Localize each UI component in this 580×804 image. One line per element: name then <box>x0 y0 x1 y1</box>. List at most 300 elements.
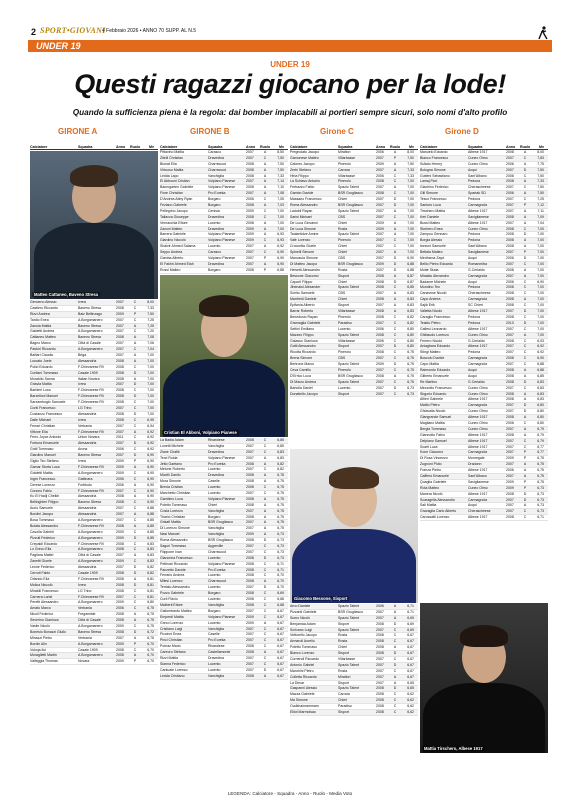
player-photo-b <box>160 275 288 437</box>
player-average: 6,73 <box>277 549 284 554</box>
player-name: Medhsma Zayd <box>420 256 445 261</box>
player-name: Mazzeo Filippo <box>290 332 314 337</box>
table-row <box>160 674 288 680</box>
player-name: D'Andrea Abby Ryan <box>160 197 193 202</box>
player-year: 2008 <box>246 479 254 484</box>
player-name: Valletta Nicolò <box>420 309 443 314</box>
player-year: 2007 <box>506 450 514 455</box>
player-average: 7,00 <box>537 285 544 290</box>
player-name: Grisafi Mattia <box>160 520 181 525</box>
player-team: Ivrea <box>78 382 86 387</box>
player-team: Pro Eureka <box>208 461 226 466</box>
table-girone-a <box>30 141 158 150</box>
player-role: A <box>393 680 397 685</box>
player-name: Donatiello Jacopo <box>290 391 318 396</box>
player-name: Fiore Christian <box>160 191 183 196</box>
player-year: 2007 <box>246 155 254 160</box>
player-team: Albese 1917 <box>468 491 488 496</box>
player-team: Pinerolo <box>338 350 351 355</box>
player-average: 6,92 <box>147 429 154 434</box>
player-role: A <box>523 161 527 166</box>
player-average: 6,73 <box>407 391 414 396</box>
player-average: 6,72 <box>147 629 154 634</box>
player-team: Sisport <box>338 344 349 349</box>
player-name: Gotti Alessandro <box>290 344 316 349</box>
player-year: 2008 <box>246 561 254 566</box>
player-average: 6,65 <box>407 680 414 685</box>
player-role: A <box>263 167 267 172</box>
player-team: Pinerolo <box>338 238 351 243</box>
player-team: CBS <box>338 356 346 361</box>
player-year: 2008 <box>506 391 514 396</box>
player-year: 2009 <box>116 559 124 564</box>
player-role: D <box>523 379 527 384</box>
player-average: 6,73 <box>277 544 284 549</box>
player-year: 2009 <box>116 600 124 605</box>
player-average: 7,25 <box>147 323 154 328</box>
player-name: Tardio Enea <box>30 317 49 322</box>
player-year: 2007 <box>116 553 124 558</box>
player-year: 2008 <box>246 161 254 166</box>
player-average: 6,73 <box>537 509 544 514</box>
player-year: 2007 <box>246 191 254 196</box>
player-year: 2008 <box>116 411 124 416</box>
player-average: 7,00 <box>147 370 154 375</box>
player-role: A <box>133 576 137 581</box>
player-name: Valleggia Thomas <box>30 659 58 664</box>
player-role: C <box>133 364 137 369</box>
player-year: 2008 <box>246 173 254 178</box>
player-year: 2008 <box>246 203 254 208</box>
player-role: C <box>263 638 267 643</box>
player-role: C <box>523 509 527 514</box>
player-average: 6,67 <box>277 620 284 625</box>
player-team: Città di Casale <box>78 341 101 346</box>
player-team: BSR Grugliasco <box>338 373 363 378</box>
player-team: SC Chieri <box>468 303 483 308</box>
player-average: 6,67 <box>277 626 284 631</box>
player-year: 2009 <box>116 535 124 540</box>
player-year: 2007 <box>116 488 124 493</box>
player-name: Ladubli Rayan <box>290 208 313 213</box>
player-year: 2007 <box>376 379 384 384</box>
player-role: A <box>523 391 527 396</box>
player-year: 2007 <box>506 444 514 449</box>
player-name: Malberti Ettore <box>160 602 183 607</box>
player-year: 2007 <box>116 329 124 334</box>
player-team: Verbania <box>78 423 92 428</box>
player-name: Stingi Matteo <box>420 350 441 355</box>
player-average: 7,00 <box>407 238 414 243</box>
player-year: 2008 <box>506 150 514 154</box>
player-name: La Dimar <box>290 680 305 685</box>
player-role: A <box>263 650 267 655</box>
player-year: 2008 <box>246 267 254 272</box>
player-average: 7,00 <box>537 226 544 231</box>
player-year: 2006 <box>506 173 514 178</box>
player-name: Feziano Gabriele <box>160 203 187 208</box>
player-average: 6,88 <box>277 267 284 272</box>
player-team: Cuneo Olmo <box>468 155 488 160</box>
player-year: 2007 <box>376 214 384 219</box>
player-year: 2007 <box>376 680 384 685</box>
player-role: A <box>263 520 267 525</box>
player-team: Sisport <box>338 273 349 278</box>
player-average: 8,50 <box>277 150 284 154</box>
player-name: Di Rosa Vincenzo <box>420 456 448 461</box>
player-team: Chieri <box>338 279 348 284</box>
player-team: Pinerolo <box>338 179 351 184</box>
player-average: 7,00 <box>537 309 544 314</box>
player-team: Albese 1917 <box>468 220 488 225</box>
player-team: Charnwood <box>208 161 226 166</box>
player-name: Bellinghieri Filippo <box>30 500 59 505</box>
player-year: 2006 <box>506 279 514 284</box>
player-team: Cenisia <box>208 208 220 213</box>
player-team: Casale 1909 <box>78 370 98 375</box>
player-name: Pagliara Mattei <box>30 553 54 558</box>
group-title-a: GIRONE A <box>58 127 98 136</box>
player-year: 2009 <box>246 208 254 213</box>
player-average: 7,00 <box>147 382 154 387</box>
player-year: 2007 <box>116 517 124 522</box>
player-name: Dalle Michael <box>30 417 52 422</box>
player-name: Caloreo Jacopo <box>290 161 315 166</box>
photo-caption: Giacomo Bessone, Sisport <box>294 596 348 601</box>
player-name: Taliacca Giuseppe <box>160 214 189 219</box>
player-year: 2007 <box>376 185 384 190</box>
player-name: Caraglio Francesco <box>420 314 451 319</box>
player-role: C <box>133 488 137 493</box>
header-role: Ruolo <box>520 145 531 149</box>
player-name: Pizzanti Gabriele <box>290 609 317 614</box>
player-name: Gallesi Leonardo <box>420 326 447 331</box>
table-row <box>30 659 158 665</box>
player-role: C <box>523 279 527 284</box>
player-team: Villarbasse <box>338 155 356 160</box>
player-role: A <box>393 291 397 296</box>
player-name: Mondino Teo <box>420 285 440 290</box>
player-year: 2007 <box>376 232 384 237</box>
player-name: Gaspanni Alessio <box>290 686 318 691</box>
player-team: Baiz Bellinzago <box>78 311 102 316</box>
player-team: Savigliamese <box>468 479 489 484</box>
player-year: 2006 <box>376 173 384 178</box>
player-name: Fortuna Emanuele <box>30 441 59 446</box>
player-name: Gambino Luca <box>160 496 183 501</box>
issue-date: 4 Febbraio 2026 • ANNO 70 SUPP. AL N.5 <box>102 28 197 34</box>
player-average: 7,00 <box>537 326 544 331</box>
player-average: 6,62 <box>407 710 414 715</box>
player-year: 2007 <box>116 506 124 511</box>
player-average: 6,83 <box>407 303 414 308</box>
player-team: Acqui <box>468 373 477 378</box>
player-average: 6,81 <box>147 594 154 599</box>
player-name: Barbieri Luca <box>30 388 51 393</box>
player-name: Capo Mattia <box>420 362 439 367</box>
player-average: 6,82 <box>277 467 284 472</box>
player-year: 2007 <box>246 608 254 613</box>
player-year: 2008 <box>116 523 124 528</box>
player-team: Dradonn <box>468 462 482 467</box>
player-team: Gattinara <box>78 476 93 481</box>
player-name: Quaglia Gabriele <box>420 479 447 484</box>
player-name: De Luca Simone <box>290 226 316 231</box>
player-name: Schito Samuele <box>290 291 315 296</box>
player-average: 6,85 <box>537 373 544 378</box>
player-name: Settini Emiliano <box>290 326 315 331</box>
player-average: 7,00 <box>147 376 154 381</box>
player-year: 2008 <box>246 673 254 678</box>
player-year: 2008 <box>506 373 514 378</box>
table-girone-b-rows-2 <box>160 438 288 680</box>
player-year: 2007 <box>506 350 514 355</box>
player-year: 2007 <box>246 508 254 513</box>
player-average: 6,90 <box>147 500 154 505</box>
player-name: Bellio Pietro Edoardo <box>420 261 453 266</box>
player-name: Luccato Joele <box>30 358 52 363</box>
player-name: Scrivano Luigi <box>290 627 312 632</box>
player-role: C <box>523 420 527 425</box>
player-role: C <box>133 400 137 405</box>
player-year: 2008 <box>116 358 124 363</box>
player-team: Sant'Albano <box>468 244 487 249</box>
player-average: 7,08 <box>277 191 284 196</box>
player-average: 7,25 <box>537 197 544 202</box>
player-average: 6,85 <box>147 517 154 522</box>
player-year: 2008 <box>116 541 124 546</box>
player-name: Carossatti Lorenzo <box>420 515 450 520</box>
player-team: Alessandria <box>78 565 97 570</box>
player-name: Galasso Gianluca <box>290 338 318 343</box>
player-name: Crepaldi Edoardo <box>30 541 58 546</box>
player-team: Pro Eureka <box>208 567 226 572</box>
player-role: C <box>523 173 527 178</box>
player-team: Lucento <box>208 597 221 602</box>
player-role: C <box>133 435 137 440</box>
player-name: Gamba Alberto <box>160 256 184 261</box>
player-role: A <box>263 220 267 225</box>
player-team: Chieri <box>338 250 348 255</box>
player-role: A <box>263 244 267 249</box>
player-role: A <box>263 479 267 484</box>
player-year: 2008 <box>246 496 254 501</box>
player-role: A <box>523 415 527 420</box>
player-average: 6,90 <box>537 279 544 284</box>
player-name: Mandrini Pietro <box>290 668 314 673</box>
player-name: Tirschero Mattia <box>420 208 445 213</box>
player-team: Volpiano Pianese <box>208 232 236 237</box>
player-year: 2009 <box>246 232 254 237</box>
player-team: Acqui <box>468 167 477 172</box>
player-year: 2008 <box>116 618 124 623</box>
player-year: 2008 <box>376 704 384 709</box>
player-year: 2007 <box>376 391 384 396</box>
player-team: A.Borgomanero <box>78 623 103 628</box>
player-name: Minaldo Alexandru <box>420 273 449 278</box>
player-year: 2007 <box>246 626 254 631</box>
player-average: 6,81 <box>147 582 154 587</box>
player-average: 7,00 <box>407 244 414 249</box>
player-average: 6,82 <box>407 314 414 319</box>
player-average: 7,00 <box>407 250 414 255</box>
player-average: 8,00 <box>407 150 414 154</box>
player-year: 2006 <box>376 150 384 154</box>
header-team: Squadra <box>208 145 223 149</box>
player-role: P <box>523 250 527 255</box>
player-name: Ledda Cristiano <box>160 673 185 678</box>
player-average: 6,88 <box>147 506 154 511</box>
player-role: A <box>263 526 267 531</box>
player-role: A <box>393 604 397 608</box>
player-team: Paradiso <box>338 704 352 709</box>
player-team: Vanchiglia <box>208 673 224 678</box>
player-average: 7,00 <box>537 232 544 237</box>
player-year: 2008 <box>506 291 514 296</box>
player-role: C <box>133 447 137 452</box>
player-year: 2007 <box>376 267 384 272</box>
player-average: 6,87 <box>407 273 414 278</box>
player-average: 7,33 <box>277 173 284 178</box>
player-role: A <box>263 508 267 513</box>
player-year: 2007 <box>116 347 124 352</box>
player-year: 2008 <box>506 491 514 496</box>
player-role: D <box>263 555 267 560</box>
player-role: C <box>263 214 267 219</box>
player-team: Baveno Stresa <box>78 629 101 634</box>
player-role: C <box>393 356 397 361</box>
player-role: P <box>523 485 527 490</box>
player-name: Brecia Cristian <box>160 485 183 490</box>
player-role: C <box>263 626 267 631</box>
player-name: Alfieri Gabriele <box>420 397 443 402</box>
player-role: C <box>133 529 137 534</box>
player-team: Pinerolo <box>338 161 351 166</box>
section-band <box>28 40 552 52</box>
player-average: 6,70 <box>147 659 154 664</box>
player-role: D <box>263 585 267 590</box>
player-team: Ivrea <box>78 459 86 464</box>
player-team: A.Borgomanero <box>78 535 103 540</box>
player-name: Di Marzo Andrea <box>290 379 317 384</box>
player-year: 2007 <box>246 244 254 249</box>
player-role: A <box>393 609 397 614</box>
player-average: 6,75 <box>407 373 414 378</box>
player-team: Albese 1917 <box>468 468 488 473</box>
player-role: A <box>523 214 527 219</box>
player-year: 2007 <box>376 657 384 662</box>
player-name: Manuelo Edoardo <box>420 150 448 154</box>
player-average: 6,92 <box>537 350 544 355</box>
player-average: 7,50 <box>537 173 544 178</box>
header-team: Squadra <box>338 145 353 149</box>
player-role: P <box>133 641 137 646</box>
player-name: Zitelli Christian <box>160 155 183 160</box>
player-team: Pinerolo <box>338 314 351 319</box>
legend: LEGENDA: Calciatore - Squadra - Anno - Ruolo - Media Voto <box>227 791 353 796</box>
player-role: A <box>523 273 527 278</box>
runner-icon <box>538 26 548 40</box>
player-role: A <box>523 503 527 508</box>
player-average: 7,33 <box>147 305 154 310</box>
table-header <box>420 141 548 150</box>
player-average: 7,00 <box>537 303 544 308</box>
player-year: 2008 <box>246 514 254 519</box>
player-name: Gamar Storta Luca <box>30 464 60 469</box>
player-role: A <box>133 612 137 617</box>
player-year: 2007 <box>116 300 124 304</box>
player-average: 6,80 <box>537 409 544 414</box>
player-role: D <box>133 411 137 416</box>
player-team: Spazio Talent <box>338 362 359 367</box>
player-team: F.Chievarese RV <box>78 576 105 581</box>
player-team: Sisport <box>338 621 349 626</box>
player-year: 2007 <box>376 256 384 261</box>
player-role: A <box>263 226 267 231</box>
player-average: 7,50 <box>537 191 544 196</box>
player-name: Conceo Fabio <box>30 488 52 493</box>
player-team: A.Borgomanero <box>78 641 103 646</box>
player-role: D <box>393 279 397 284</box>
player-team: Spazio Talent <box>338 208 359 213</box>
player-name: Gallombardo Matteo <box>160 608 192 613</box>
player-name: Bessone Giacomo <box>290 273 319 278</box>
player-average: 7,50 <box>277 167 284 172</box>
player-average: 7,00 <box>407 197 414 202</box>
header-avg: Mv <box>409 145 414 149</box>
player-name: Ferbazzo Fabio <box>290 185 315 190</box>
player-role: A <box>523 468 527 473</box>
player-role: A <box>393 161 397 166</box>
player-average: 6,71 <box>537 515 544 520</box>
player-year: 2007 <box>506 426 514 431</box>
player-role: C <box>133 506 137 511</box>
player-name: Santoro Luca <box>420 203 441 208</box>
player-role: C <box>263 573 267 578</box>
player-name: Mora Simone <box>160 479 181 484</box>
player-team: Ivrea <box>78 300 86 304</box>
player-team: Albese 1917 <box>468 438 488 443</box>
player-average: 6,73 <box>277 555 284 560</box>
player-role: C <box>523 515 527 520</box>
player-name: Vukoja Ilui <box>30 647 47 652</box>
player-team: CBS <box>338 256 346 261</box>
player-average: 6,82 <box>407 320 414 325</box>
player-average: 7,00 <box>537 314 544 319</box>
table-row <box>420 515 548 521</box>
player-name: Armaroli Aurelio <box>290 639 315 644</box>
player-year: 2007 <box>376 303 384 308</box>
header-role: Ruolo <box>260 145 271 149</box>
player-year: 2007 <box>246 449 254 454</box>
player-team: Albese 1917 <box>468 309 488 314</box>
player-year: 2009 <box>116 311 124 316</box>
player-team: Albese 1917 <box>468 397 488 402</box>
player-year: 2008 <box>376 686 384 691</box>
player-year: 2008 <box>376 633 384 638</box>
player-role: C <box>263 485 267 490</box>
player-role: A <box>393 208 397 213</box>
player-role: A <box>263 173 267 178</box>
player-team: Pedona <box>468 232 481 237</box>
player-average: 7,04 <box>147 347 154 352</box>
player-team: Spazio Talent <box>338 662 359 667</box>
player-role: C <box>133 317 137 322</box>
player-name: Giardino Manuel <box>30 453 56 458</box>
player-team: Rivarolese <box>208 644 225 649</box>
player-average: 7,09 <box>537 214 544 219</box>
player-year: 2008 <box>116 629 124 634</box>
